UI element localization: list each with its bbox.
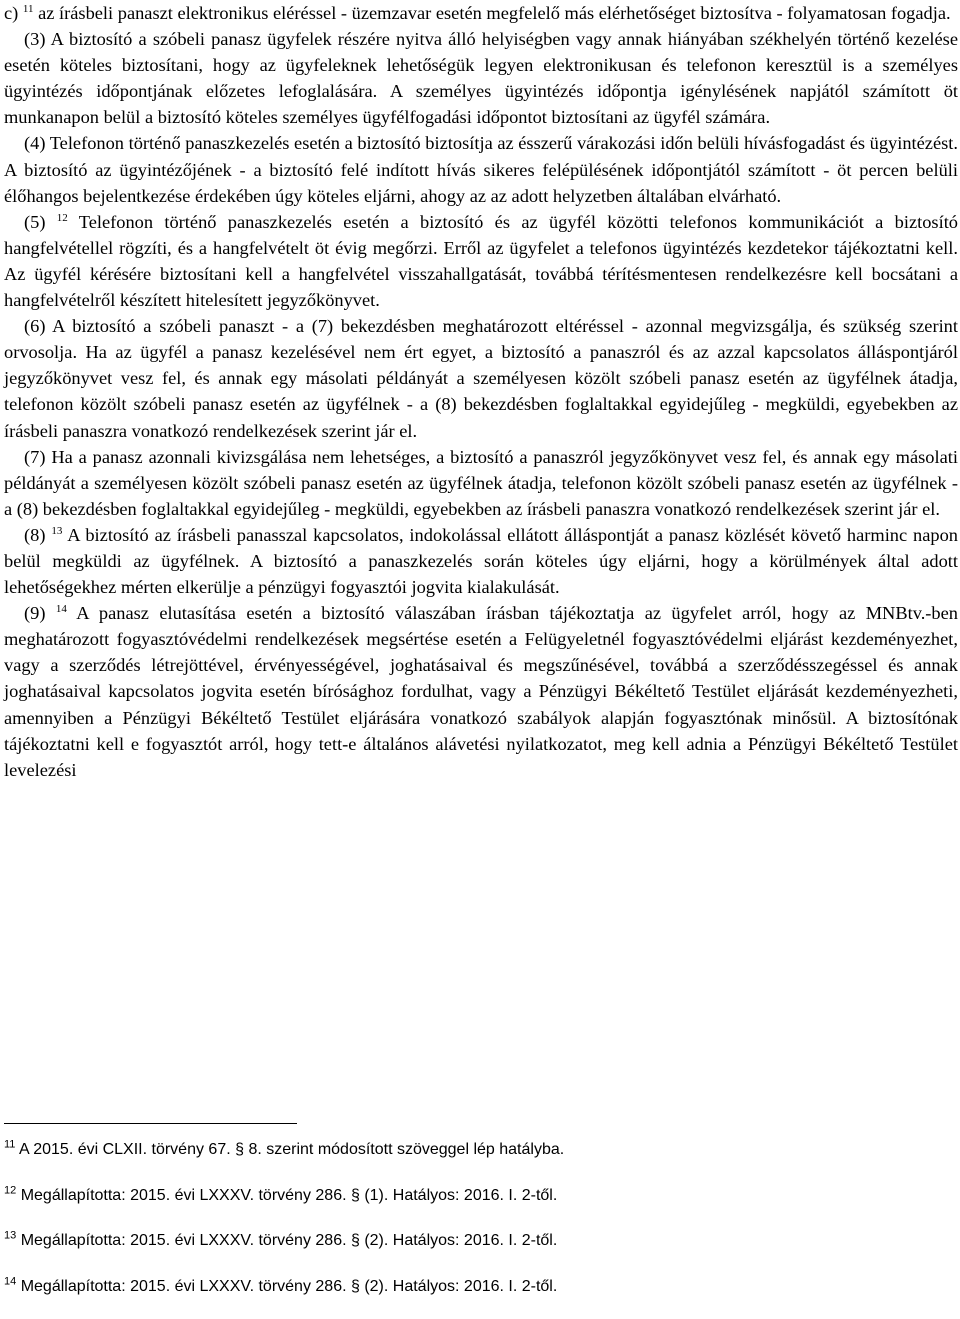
- paragraph-4: (4) Telefonon történő panaszkezelés esetén a biztosító biztosítja az ésszerű várakozási időn belüli hívásfogadást és ügyintézést. A biztosító az ügyintézőjének - a biztosító felé indított hívás sikeres felépülésének időpontjától számított - öt percen belüli élőhangos bejelentkezése érdekében úgy köteles eljárni, ahogy az az adott helyzetben általában elvárható.: [4, 130, 958, 208]
- document-body: [4, 0, 958, 783]
- paragraph-8: [4, 522, 958, 600]
- paragraph-3: (3) A biztosító a szóbeli panasz ügyfelek részére nyitva álló helyiségben vagy annak hiányában székhelyén történő kezelése esetén köteles biztosítani, hogy az ügyfeleknek lehetőségük legyen elektronikusan és telefonon keresztül is a személyes ügyintézés időpontjának előzetes lefoglalására. A személyes ügyintézés időpontja igénylésének napjától számított öt munkanapon belül a biztosító köteles személyes ügyfélfogadási időpontot biztosítani az ügyfél számára.: [4, 26, 958, 130]
- paragraph-7: (7) Ha a panasz azonnali kivizsgálása nem lehetséges, a biztosító a panaszról jegyzőkönyvet vesz fel, és annak egy másolati példányát a személyesen közölt szóbeli panasz esetén az ügyfélnek átadja, telefonon közölt szóbeli panasz esetén az ügyfélnek - a (8) bekezdésben foglaltakkal egyidejűleg - megküldi, egyebekben az írásbeli panaszra vonatkozó rendelkezések szerint jár el.: [4, 444, 958, 522]
- footnote-separator: [4, 1123, 297, 1124]
- paragraph-text: Telefonon történő panaszkezelés esetén a biztosító és az ügyfél közötti telefonos kommunikációt a biztosító hangfelvétellel rögzíti, és a hangfelvételt öt évig megőrzi. Erről az ügyfelet a telefonos ügyintézés kezdetekor tájékoztatni kell. Az ügyfél kérésére biztosítani kell a hangfelvétel visszahallgatását, továbbá térítésmentesen rendelkezésre kell bocsátani a hangfelvételről készített hitelesített jegyzőkönyvet.: [4, 212, 958, 310]
- paragraph-text: A biztosító az írásbeli panasszal kapcsolatos, indokolással ellátott álláspontját a panasz közlését követő harminc napon belül megküldi az ügyfélnek. A biztosító a panaszkezelés során köteles úgy eljárni, hogy a körülmények által adott lehetőségekhez mérten elkerülje a pénzügyi fogyasztói jogvita kialakulását.: [4, 525, 958, 597]
- footnote-text: Megállapította: 2015. évi LXXXV. törvény 286. § (1). Hatályos: 2016. I. 2-től.: [16, 1187, 557, 1204]
- footnotes: [4, 1137, 954, 1319]
- paragraph-lead: (9): [24, 603, 45, 623]
- footnote-13: [4, 1228, 954, 1274]
- paragraph-text: A panasz elutasítása esetén a biztosító válaszában írásban tájékoztatja az ügyfelet arról, hogy az MNBtv.-ben meghatározott fogyasztóvédelmi rendelkezések megsértése esetén a Felügyeletnél fogyasztóvédelmi eljárást kezdeményezhet, vagy a szerződés létrejöttével, érvényességével, joghatásaival és megszűnésével, továbbá a szerződésszegéssel és annak joghatásaival kapcsolatos jogvita esetén bírósághoz fordulhat, vagy a Pénzügyi Békéltető Testület eljárását kezdeményezheti, amennyiben a Pénzügyi Békéltető Testület eljárására vonatkozó szabályok alapján fogyasztónak minősül. A biztosítónak tájékoztatni kell e fogyasztót arról, hogy tett-e általános alávetési nyilatkozatot, meg kell adnia a Pénzügyi Békéltető Testület levelezési: [4, 603, 958, 780]
- footnote-number: 11: [4, 1139, 15, 1151]
- footnote-text: Megállapította: 2015. évi LXXXV. törvény 286. § (2). Hatályos: 2016. I. 2-től.: [16, 1232, 557, 1249]
- footnote-number: 13: [4, 1230, 16, 1242]
- footnote-number: 12: [4, 1184, 16, 1196]
- footnote-ref-13[interactable]: 13: [51, 525, 62, 537]
- footnote-14: [4, 1274, 954, 1319]
- footnote-ref-12[interactable]: 12: [57, 212, 68, 224]
- footnote-text: A 2015. évi CLXII. törvény 67. § 8. szerint módosított szöveggel lép hatályba.: [15, 1141, 564, 1158]
- paragraph-lead: c): [4, 3, 18, 23]
- paragraph-text: az írásbeli panaszt elektronikus eléréssel - üzemzavar esetén megfelelő más elérhetőséget biztosítva - folyamatosan fogadja.: [34, 3, 951, 23]
- footnote-11: [4, 1137, 954, 1183]
- paragraph-c: [4, 0, 958, 26]
- paragraph-9: [4, 600, 958, 783]
- paragraph-6: (6) A biztosító a szóbeli panaszt - a (7) bekezdésben meghatározott eltéréssel - azonnal megvizsgálja, és szükség szerint orvosolja. Ha az ügyfél a panasz kezelésével nem ért egyet, a biztosító a panaszról és az azzal kapcsolatos álláspontjáról jegyzőkönyvet vesz fel, és annak egy másolati példányát a személyesen közölt szóbeli panasz esetén az ügyfélnek átadja, telefonon közölt szóbeli panasz esetén az ügyfélnek - a (8) bekezdésben foglaltakkal egyidejűleg - megküldi, egyebekben az írásbeli panaszra vonatkozó rendelkezések szerint jár el.: [4, 313, 958, 443]
- footnote-ref-14[interactable]: 14: [56, 603, 67, 615]
- paragraph-5: [4, 209, 958, 313]
- paragraph-lead: (5): [24, 212, 45, 232]
- footnote-12: [4, 1183, 954, 1229]
- footnote-ref-11[interactable]: 11: [23, 3, 34, 15]
- footnote-number: 14: [4, 1275, 16, 1287]
- paragraph-lead: (8): [24, 525, 45, 545]
- footnote-text: Megállapította: 2015. évi LXXXV. törvény 286. § (2). Hatályos: 2016. I. 2-től.: [16, 1278, 557, 1295]
